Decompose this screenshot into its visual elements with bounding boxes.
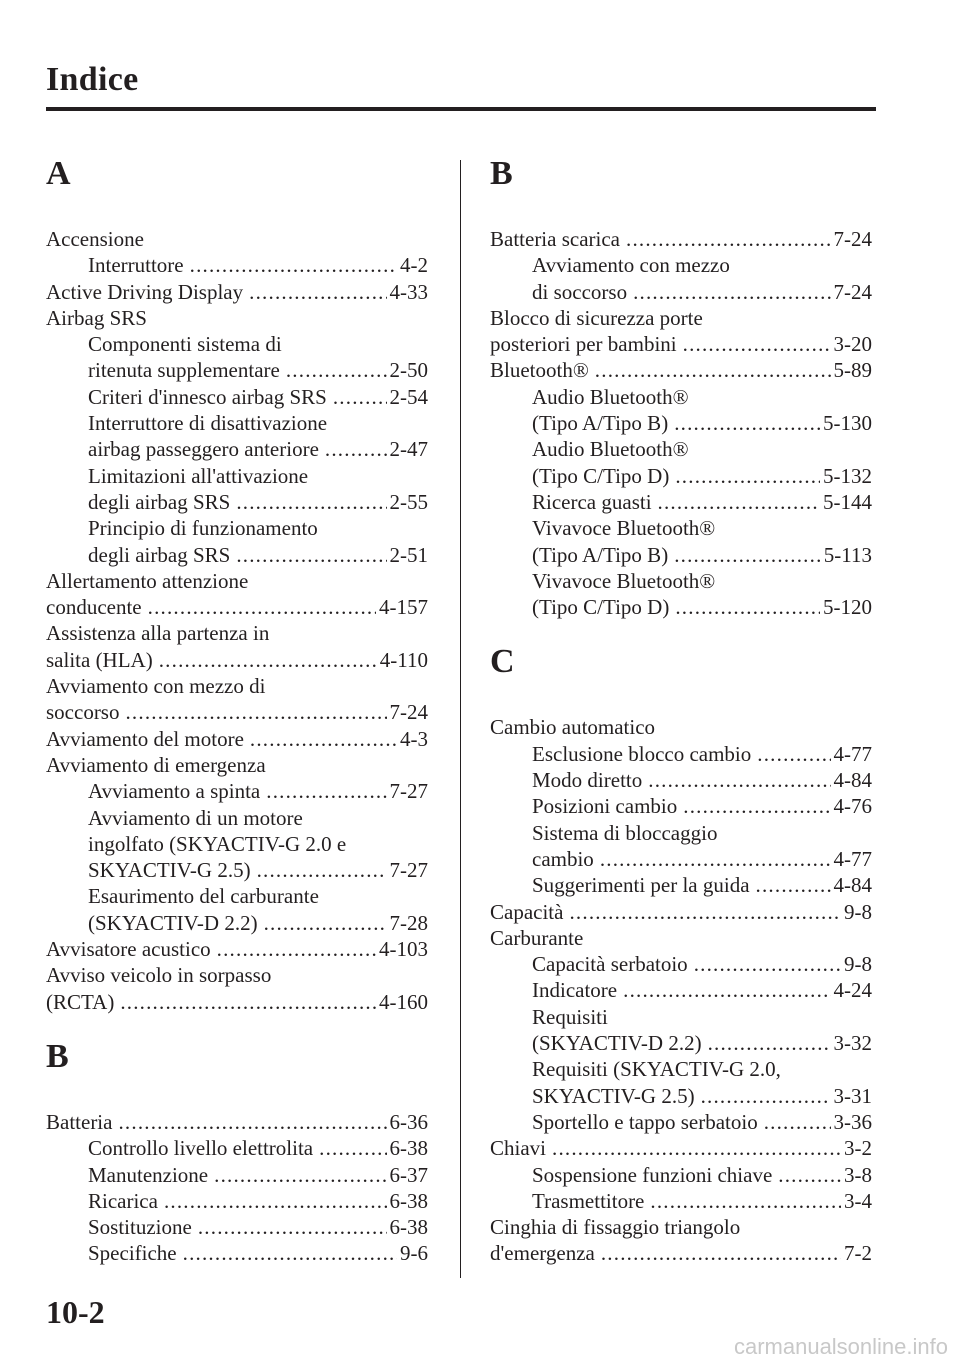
entry-text: Esaurimento del carburante — [88, 884, 319, 909]
entry-text: Requisiti — [532, 1004, 608, 1029]
entry-text: Allertamento attenzione — [46, 568, 249, 593]
dot-leader — [217, 936, 376, 962]
index-subentry — [490, 977, 872, 1003]
entry-text: Avviamento a spinta — [88, 779, 261, 804]
dot-leader — [675, 463, 820, 489]
index-entry — [490, 226, 872, 252]
index-entry — [490, 1135, 872, 1161]
entry-text: Ricerca guasti — [532, 489, 652, 514]
entry-text: Blocco di sicurezza porte — [490, 305, 703, 330]
page-ref: 3-20 — [833, 332, 872, 357]
index-subentry — [490, 1056, 872, 1109]
dot-leader — [159, 647, 377, 673]
index-entry — [46, 620, 428, 673]
page-number: 10-2 — [46, 1294, 105, 1330]
entry-text: Interruttore — [88, 253, 184, 278]
page-ref: 2-55 — [389, 489, 428, 514]
index-subentry — [490, 1004, 872, 1057]
entry-text: Avviamento del motore — [46, 726, 244, 751]
dot-leader — [118, 1109, 386, 1135]
dot-leader — [778, 1162, 841, 1188]
index-entry — [490, 714, 872, 740]
entry-text: Posizioni cambio — [532, 794, 678, 819]
dot-leader — [757, 741, 830, 767]
page-ref: 4-103 — [379, 937, 428, 962]
dot-leader — [683, 331, 831, 357]
entry-text: salita (HLA) — [46, 647, 153, 672]
dot-leader — [266, 778, 386, 804]
entry-text: conducente — [46, 595, 142, 620]
entry-text: Sportello e tappo serbatoio — [532, 1109, 758, 1134]
dot-leader — [600, 846, 831, 872]
dot-leader — [674, 542, 821, 568]
page-title: Indice — [46, 61, 139, 98]
index-subentry — [490, 515, 872, 568]
dot-leader — [756, 872, 831, 898]
index-subentry — [490, 1188, 872, 1214]
page-ref: 4-84 — [833, 873, 872, 898]
index-subentry — [490, 872, 872, 898]
page-ref: 3-36 — [833, 1109, 872, 1134]
entry-text: Airbag SRS — [46, 305, 147, 330]
dot-leader — [125, 699, 386, 725]
page-ref: 5-144 — [823, 489, 872, 514]
dot-leader — [164, 1188, 387, 1214]
dot-leader — [286, 357, 387, 383]
entry-text: (SKYACTIV-D 2.2) — [88, 910, 258, 935]
dot-leader — [257, 857, 387, 883]
entry-text: Specifiche — [88, 1241, 177, 1266]
entry-text: Batteria scarica — [490, 227, 620, 251]
page-ref: 5-89 — [833, 358, 872, 383]
page-ref: 7-2 — [844, 1241, 872, 1266]
entry-text: Bluetooth® — [490, 358, 589, 383]
page-ref: 6-37 — [389, 1162, 428, 1187]
dot-leader — [250, 726, 397, 752]
entry-text: Criteri d'innesco airbag SRS — [88, 384, 327, 409]
dot-leader — [623, 977, 830, 1003]
dot-leader — [569, 899, 841, 925]
page-ref: 2-51 — [389, 542, 428, 567]
entry-text: airbag passeggero anteriore — [88, 437, 319, 462]
entry-text: Capacità — [490, 899, 564, 924]
index-subentry — [490, 767, 872, 793]
page-ref: 7-28 — [389, 910, 428, 935]
entry-text: Accensione — [46, 227, 144, 251]
entry-text: (SKYACTIV-D 2.2) — [532, 1031, 702, 1056]
index-subentry — [46, 252, 428, 278]
page-ref: 4-157 — [379, 595, 428, 620]
watermark: carmanualsonline.info — [733, 1334, 948, 1359]
page-ref: 5-130 — [823, 411, 872, 436]
index-subentry — [490, 951, 872, 977]
entry-text: (Tipo A/Tipo B) — [532, 542, 669, 567]
page-ref: 7-24 — [389, 700, 428, 725]
index-subentry — [490, 1162, 872, 1188]
entry-text: posteriori per bambini — [490, 332, 677, 357]
dot-leader — [675, 594, 820, 620]
entry-text: Active Driving Display — [46, 279, 244, 304]
page-ref: 6-36 — [389, 1109, 428, 1134]
page-ref: 4-77 — [833, 741, 872, 766]
page-ref: 6-38 — [389, 1215, 428, 1240]
index-subentry — [490, 489, 872, 515]
dot-leader — [148, 594, 376, 620]
page-ref: 4-3 — [400, 726, 428, 751]
entry-text: Esclusione blocco cambio — [532, 741, 752, 766]
index-subentry — [46, 463, 428, 516]
entry-text: soccorso — [46, 700, 120, 725]
index-subentry — [490, 252, 872, 305]
index-subentry — [490, 793, 872, 819]
section-letter: C — [490, 643, 515, 681]
entry-text: Indicatore — [532, 978, 618, 1003]
page-ref: 6-38 — [389, 1188, 428, 1213]
page-ref: 4-76 — [833, 794, 872, 819]
dot-leader — [183, 1240, 397, 1266]
dot-leader — [601, 1240, 841, 1266]
entry-text: Avviamento con mezzo — [532, 253, 730, 278]
entry-text: Avviso veicolo in sorpasso — [46, 963, 272, 988]
dot-leader — [198, 1214, 387, 1240]
index-subentry — [46, 1240, 428, 1266]
index-subentry — [490, 436, 872, 489]
index-subentry — [46, 883, 428, 936]
page-ref: 4-160 — [379, 989, 428, 1014]
entry-text: Avviamento di emergenza — [46, 752, 266, 777]
header-rule — [46, 107, 876, 111]
entry-text: SKYACTIV-G 2.5) — [88, 858, 251, 883]
page-ref: 7-24 — [833, 227, 872, 251]
dot-leader — [120, 989, 376, 1015]
dot-leader — [658, 489, 820, 515]
index-subentry — [46, 515, 428, 568]
index-entry — [46, 752, 428, 778]
dot-leader — [214, 1162, 386, 1188]
dot-leader — [236, 542, 386, 568]
entry-text: (Tipo A/Tipo B) — [532, 411, 669, 436]
dot-leader — [319, 1135, 386, 1161]
entry-text: Sospensione funzioni chiave — [532, 1162, 773, 1187]
dot-leader — [325, 436, 387, 462]
page-ref: 4-2 — [400, 253, 428, 278]
dot-leader — [236, 489, 386, 515]
page-ref: 4-33 — [389, 279, 428, 304]
page-ref: 3-4 — [844, 1188, 872, 1213]
entry-text: Sistema di bloccaggio — [532, 820, 718, 845]
entry-text: Vivavoce Bluetooth® — [532, 516, 716, 541]
entry-text: Chiavi — [490, 1136, 546, 1161]
index-entry — [46, 673, 428, 726]
entry-text: Avvisatore acustico — [46, 937, 211, 962]
dot-leader — [249, 279, 386, 305]
dot-leader — [708, 1030, 831, 1056]
entry-text: (Tipo C/Tipo D) — [532, 463, 670, 488]
index-entry — [490, 357, 872, 383]
entry-text: d'emergenza — [490, 1241, 595, 1266]
entry-text: Vivavoce Bluetooth® — [532, 568, 716, 593]
entry-text: Trasmettitore — [532, 1188, 645, 1213]
entry-text: SKYACTIV-G 2.5) — [532, 1083, 695, 1108]
entry-text: Principio di funzionamento — [88, 516, 318, 541]
index-entry — [490, 899, 872, 925]
index-subentry — [46, 410, 428, 463]
entry-text: ritenuta supplementare — [88, 358, 280, 383]
page-ref: 9-8 — [844, 952, 872, 977]
index-subentry — [490, 741, 872, 767]
entry-text: Capacità serbatoio — [532, 952, 688, 977]
page-ref: 9-8 — [844, 899, 872, 924]
entry-text: di soccorso — [532, 279, 628, 304]
entry-text: Manutenzione — [88, 1162, 209, 1187]
page-ref: 5-132 — [823, 463, 872, 488]
entry-text: Interruttore di disattivazione — [88, 411, 328, 436]
page-ref: 6-38 — [389, 1136, 428, 1161]
index-subentry — [46, 1214, 428, 1240]
page-ref: 5-120 — [823, 595, 872, 620]
page-ref: 4-24 — [833, 978, 872, 1003]
dot-leader — [648, 767, 830, 793]
index-entry — [46, 936, 428, 962]
page-ref: 2-54 — [389, 384, 428, 409]
entry-text: Batteria — [46, 1109, 113, 1134]
index-subentry — [46, 778, 428, 804]
section-letter: A — [46, 155, 71, 192]
entry-text: Audio Bluetooth® — [532, 384, 689, 409]
entry-text: Componenti sistema di — [88, 332, 282, 357]
index-column-left — [46, 152, 428, 1267]
entry-text: Suggerimenti per la guida — [532, 873, 750, 898]
dot-leader — [190, 252, 397, 278]
entry-text: Controllo livello elettrolita — [88, 1136, 314, 1161]
index-subentry — [46, 805, 428, 884]
dot-leader — [333, 384, 387, 410]
index-entry — [46, 279, 428, 305]
index-subentry — [46, 1162, 428, 1188]
entry-text: cambio — [532, 846, 594, 871]
dot-leader — [674, 410, 820, 436]
index-subentry — [46, 1188, 428, 1214]
dot-leader — [595, 357, 831, 383]
entry-text: Assistenza alla partenza in — [46, 621, 270, 646]
index-subentry — [490, 1109, 872, 1135]
dot-leader — [650, 1188, 841, 1214]
column-divider — [460, 160, 461, 1278]
entry-text: Audio Bluetooth® — [532, 437, 689, 462]
entry-text: (Tipo C/Tipo D) — [532, 595, 670, 620]
page-ref: 9-6 — [400, 1241, 428, 1266]
index-entry — [46, 1109, 428, 1135]
entry-text: Cinghia di fissaggio triangolo — [490, 1215, 741, 1240]
index-column-right — [490, 152, 872, 1267]
index-entry — [490, 1214, 872, 1267]
page-ref: 2-47 — [389, 437, 428, 462]
entry-text: Sostituzione — [88, 1215, 192, 1240]
index-entry — [490, 925, 872, 951]
index-entry — [46, 305, 428, 331]
dot-leader — [626, 226, 831, 252]
entry-text: degli airbag SRS — [88, 542, 231, 567]
entry-text: Avviamento di un motore — [88, 805, 303, 830]
page-ref: 4-77 — [833, 846, 872, 871]
index-entry — [46, 962, 428, 1015]
index-entry — [46, 568, 428, 621]
dot-leader — [694, 951, 841, 977]
index-subentry — [490, 568, 872, 621]
page-ref: 7-27 — [389, 858, 428, 883]
dot-leader — [633, 279, 830, 305]
entry-text: Avviamento con mezzo di — [46, 674, 266, 699]
page-ref: 4-84 — [833, 768, 872, 793]
dot-leader — [264, 910, 387, 936]
entry-text: Cambio automatico — [490, 715, 656, 740]
page-ref: 3-32 — [833, 1031, 872, 1056]
index-subentry — [46, 331, 428, 384]
entry-text: (RCTA) — [46, 989, 115, 1014]
dot-leader — [701, 1083, 831, 1109]
entry-text: Carburante — [490, 925, 584, 950]
section-letter: B — [46, 1037, 69, 1075]
entry-text: degli airbag SRS — [88, 489, 231, 514]
index-subentry — [46, 1135, 428, 1161]
page-ref: 2-50 — [389, 358, 428, 383]
entry-text: Limitazioni all'attivazione — [88, 463, 309, 488]
page-ref: 3-31 — [833, 1083, 872, 1108]
index-entry — [490, 305, 872, 358]
index-subentry — [490, 384, 872, 437]
index-subentry — [46, 384, 428, 410]
entry-text: Modo diretto — [532, 768, 643, 793]
entry-text: Requisiti (SKYACTIV-G 2.0, — [532, 1057, 781, 1082]
dot-leader — [552, 1135, 841, 1161]
page-ref: 7-24 — [833, 279, 872, 304]
index-entry — [46, 226, 428, 252]
entry-text: Ricarica — [88, 1188, 158, 1213]
page-ref: 5-113 — [823, 542, 872, 567]
index-subentry — [490, 820, 872, 873]
page-ref: 3-8 — [844, 1162, 872, 1187]
page-ref: 3-2 — [844, 1136, 872, 1161]
index-entry — [46, 726, 428, 752]
page-ref: 4-110 — [379, 647, 428, 672]
dot-leader — [764, 1109, 831, 1135]
page-ref: 7-27 — [389, 779, 428, 804]
dot-leader — [683, 793, 830, 819]
entry-text: ingolfato (SKYACTIV-G 2.0 e — [88, 831, 347, 856]
section-letter: B — [490, 155, 513, 192]
